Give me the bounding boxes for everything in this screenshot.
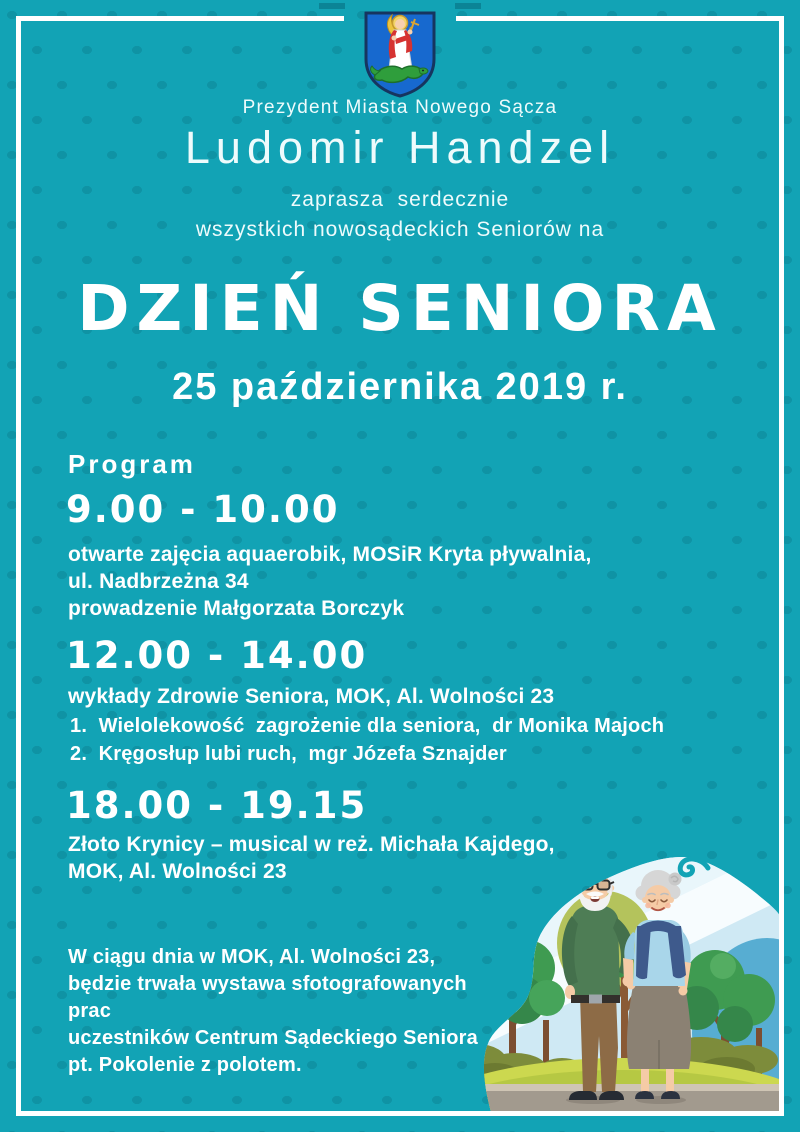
note-line: W ciągu dnia w MOK, Al. Wolności 23,	[68, 946, 436, 968]
program-heading: Program	[68, 449, 196, 479]
event-date: 25 października 2019 r.	[172, 366, 628, 408]
program-line: otwarte zajęcia aquaerobik, MOSiR Kryta pływalnia,	[68, 543, 592, 566]
program-lecture-list	[70, 712, 664, 768]
lecture-item: 2. Kręgosłup lubi ruch, mgr Józefa Sznajder	[70, 743, 507, 765]
frame-bottom	[16, 1111, 784, 1116]
program-line: Złoto Krynicy – musical w reż. Michała Kajdego,	[68, 833, 555, 856]
program-item-time: 18.00 - 19.15	[66, 784, 368, 827]
note-line: pt. Pokolenie z polotem.	[68, 1054, 302, 1076]
program-item-time: 9.00 - 10.00	[66, 488, 340, 531]
top-dash-left-decoration	[319, 3, 345, 9]
nowy-sacz-coat-of-arms-icon	[361, 9, 439, 99]
frame-top-right-segment	[456, 16, 784, 21]
lecture-item: 1. Wielolekowość zagrożenie dla seniora, dr Monika Majoch	[70, 715, 665, 737]
header-audience-line: wszystkich nowosądeckich Seniorów na	[195, 218, 605, 241]
header-presenter-title: Prezydent Miasta Nowego Sącza	[242, 97, 558, 118]
note-line: będzie trwała wystawa sfotografowanych prac	[68, 973, 473, 1022]
program-line: MOK, Al. Wolności 23	[68, 860, 287, 883]
program-item-description	[68, 683, 554, 710]
frame-left	[16, 16, 21, 1116]
exhibition-note	[68, 944, 498, 1079]
program-line: wykłady Zdrowie Seniora, MOK, Al. Wolności 23	[68, 685, 555, 708]
header-invitation-line: zaprasza serdecznie	[290, 188, 510, 211]
program-item-time: 12.00 - 14.00	[66, 634, 368, 677]
frame-right	[779, 16, 784, 1116]
elderly-couple-park-illustration	[465, 848, 780, 1112]
program-line: ul. Nadbrzeżna 34	[68, 570, 249, 593]
top-dash-right-decoration	[455, 3, 481, 9]
program-line: prowadzenie Małgorzata Borczyk	[68, 597, 405, 620]
program-item-description	[68, 541, 592, 622]
header-presenter-name: Ludomir Handzel	[184, 122, 616, 173]
frame-top-left-segment	[16, 16, 344, 21]
note-line: uczestników Centrum Sądeckiego Seniora	[68, 1027, 478, 1049]
event-title: DZIEŃ SENIORA	[77, 272, 723, 345]
